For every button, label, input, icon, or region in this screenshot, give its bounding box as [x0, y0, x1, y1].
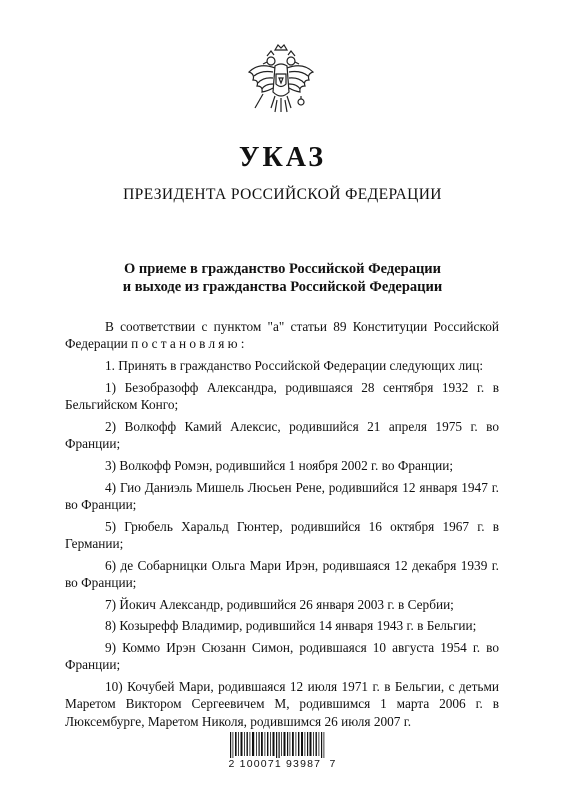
decree-heading [0, 260, 565, 296]
list-item: 3) Волкофф Ромэн, родившийся 1 ноября 2002 г. во Франции; [105, 457, 454, 473]
list-item: 5) Грюбель Харальд Гюнтер, родившийся 16 октября 1967 г. в Германии; [65, 518, 499, 551]
list-item: 4) Гио Даниэль Мишель Люсьен Рене, родившийся 12 января 1947 г. во Франции; [65, 479, 499, 512]
decree-title: УКАЗ [238, 142, 327, 173]
heading-line-2: и выходе из гражданства Российской Федерации [122, 279, 443, 295]
heading-line-1: О приеме в гражданство Российской Федерации [123, 261, 442, 277]
intro-paragraph [65, 318, 499, 352]
list-item: 8) Козырефф Владимир, родившийся 14 января 1943 г. в Бельгии; [105, 618, 477, 634]
list-item: 9) Коммо Ирэн Сюзанн Симон, родившаяся 10 августа 1954 г. во Франции; [65, 640, 499, 673]
intro-text: В соответствии с пунктом "а" статьи 89 Конституции Российской Федерации [65, 319, 499, 352]
intro-resolve-word: постановляю: [131, 336, 248, 352]
list-item: 10) Кочубей Мари, родившаяся 12 июля 1971 г. в Бельгии, с детьми Маретом Виктором Сергеевичем М, родившимся 1 марта 2006 г. в Люксембурге, Маретом Николя, родившимся 26 июля 2007 г. [65, 679, 499, 729]
list-item: 2) Волкофф Камий Алексис, родившийся 21 апреля 1975 г. во Франции; [65, 418, 499, 451]
russian-coat-of-arms-icon [245, 42, 317, 122]
list-item: 7) Йокич Александр, родившийся 26 января 2003 г. в Сербии; [105, 596, 454, 612]
barcode-number: 2 100071 93987 7 [228, 758, 337, 770]
decree-subtitle: ПРЕЗИДЕНТА РОССИЙСКОЙ ФЕДЕРАЦИИ [123, 186, 442, 203]
item-1-paragraph: 1. Принять в гражданство Российской Федерации следующих лиц: [105, 358, 484, 373]
decree-body [65, 318, 499, 734]
list-item: 1) Безобразофф Александра, родившаяся 28 сентября 1932 г. в Бельгийском Конго; [65, 379, 499, 412]
list-item: 6) де Собарницки Ольга Мари Ирэн, родившаяся 12 декабря 1939 г. во Франции; [65, 557, 499, 590]
